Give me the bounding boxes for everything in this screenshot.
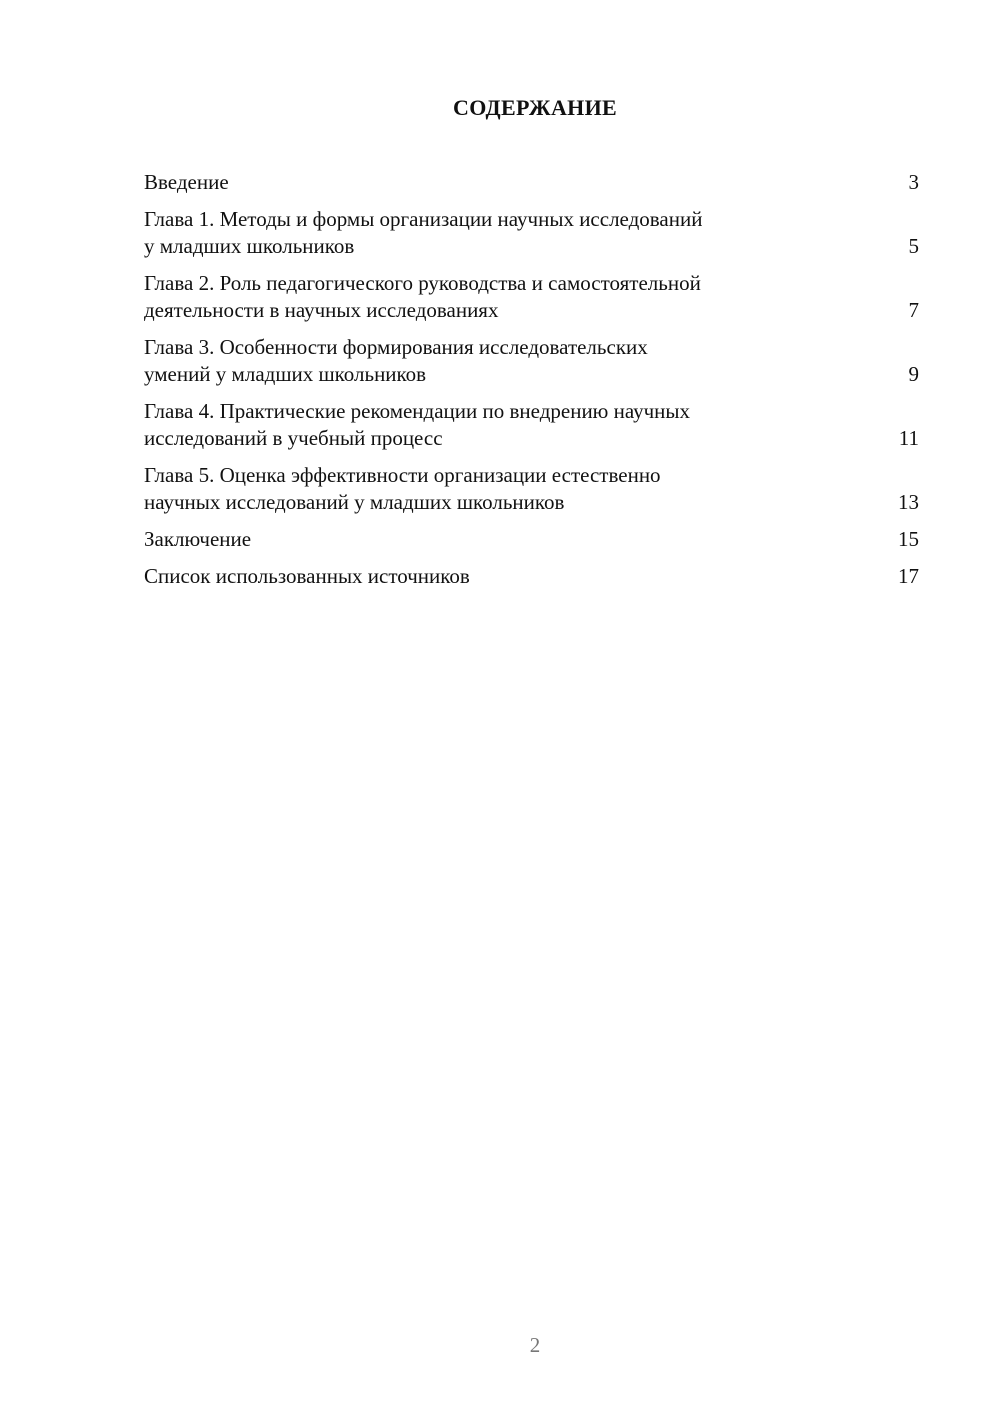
toc-entry-chapter-1 <box>144 206 919 260</box>
toc-entry-page: 13 <box>898 490 919 514</box>
toc-entry-chapter-4 <box>144 398 919 452</box>
toc-entry-chapter-2 <box>144 270 919 324</box>
toc-entry-page: 17 <box>898 564 919 588</box>
toc-entry-page: 5 <box>908 234 919 258</box>
toc-entry-title: Глава 3. Особенности формирования исследовательских умений у младших школьников <box>144 335 648 386</box>
toc-entry-chapter-3 <box>144 334 919 388</box>
page-title: СОДЕРЖАНИЕ <box>453 95 617 120</box>
toc-entry-title: Список использованных источников <box>144 564 470 588</box>
toc-entry-page: 7 <box>908 298 919 322</box>
toc-entry-page: 11 <box>898 426 919 450</box>
page-number: 2 <box>529 1333 541 1357</box>
toc-entry-title: Глава 1. Методы и формы организации научных исследований у младших школьников <box>144 207 703 258</box>
toc-entry-title: Заключение <box>144 527 252 551</box>
toc-entry-title: Введение <box>144 170 229 194</box>
toc-entry-page: 3 <box>908 170 919 194</box>
toc-entry-references <box>144 563 919 590</box>
toc-entry-title: Глава 5. Оценка эффективности организации естественно научных исследований у младших школьников <box>144 463 661 514</box>
toc-entry-title: Глава 2. Роль педагогического руководства и самостоятельной деятельности в научных исследованиях <box>144 271 701 322</box>
toc-entry-conclusion <box>144 526 919 553</box>
toc-entry-chapter-5 <box>144 462 919 516</box>
toc-entry-page: 15 <box>898 527 919 551</box>
toc-entry-page: 9 <box>908 362 919 386</box>
table-of-contents <box>144 169 919 600</box>
toc-entry-title: Глава 4. Практические рекомендации по внедрению научных исследований в учебный процесс <box>144 399 691 450</box>
toc-entry-introduction <box>144 169 919 196</box>
